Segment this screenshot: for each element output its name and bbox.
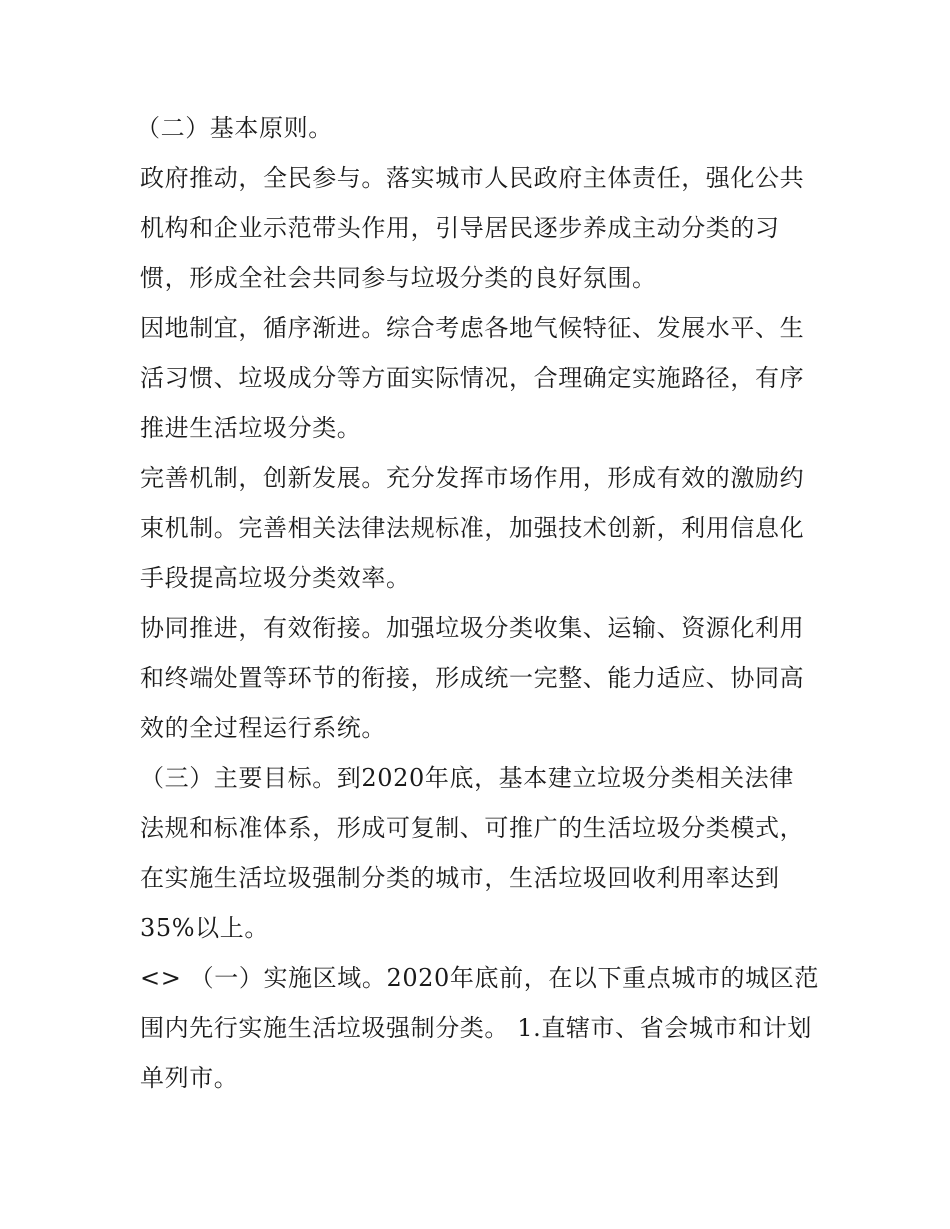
text-line: 和终端处置等环节的衔接，形成统一完整、能力适应、协同高	[140, 664, 805, 692]
text-line: 完善机制，创新发展。充分发挥市场作用，形成有效的激励约	[140, 464, 805, 492]
text-line: 推进生活垃圾分类。	[140, 414, 362, 442]
text-line: 政府推动，全民参与。落实城市人民政府主体责任，强化公共	[140, 164, 805, 192]
text-line: 机构和企业示范带头作用，引导居民逐步养成主动分类的习	[140, 214, 780, 242]
text-line: 效的全过程运行系统。	[140, 714, 386, 742]
text-line: 协同推进，有效衔接。加强垃圾分类收集、运输、资源化利用	[140, 614, 805, 642]
text-line: 束机制。完善相关法律法规标准，加强技术创新，利用信息化	[140, 514, 805, 542]
text-line: 惯，形成全社会共同参与垃圾分类的良好氛围。	[140, 264, 657, 292]
text-line: 活习惯、垃圾成分等方面实际情况，合理确定实施路径，有序	[140, 364, 805, 392]
section-heading-main-goals: （三）主要目标。到2020年底，基本建立垃圾分类相关法律	[140, 764, 794, 792]
document-body	[136, 103, 820, 1103]
text-line: 因地制宜，循序渐进。综合考虑各地气候特征、发展水平、生	[140, 314, 805, 342]
text-line: 手段提高垃圾分类效率。	[140, 564, 411, 592]
text-line: 在实施生活垃圾强制分类的城市，生活垃圾回收利用率达到	[140, 864, 780, 892]
section-heading-basic-principles: （二）基本原则。	[136, 114, 333, 142]
section-heading-implementation-area: <> （一）实施区域。2020年底前，在以下重点城市的城区范	[140, 964, 819, 992]
text-line: 法规和标准体系，形成可复制、可推广的生活垃圾分类模式，	[140, 814, 805, 842]
text-line: 围内先行实施生活垃圾强制分类。 1.直辖市、省会城市和计划	[140, 1014, 812, 1042]
text-line: 35%以上。	[140, 914, 269, 942]
text-line: 单列市。	[140, 1064, 239, 1092]
